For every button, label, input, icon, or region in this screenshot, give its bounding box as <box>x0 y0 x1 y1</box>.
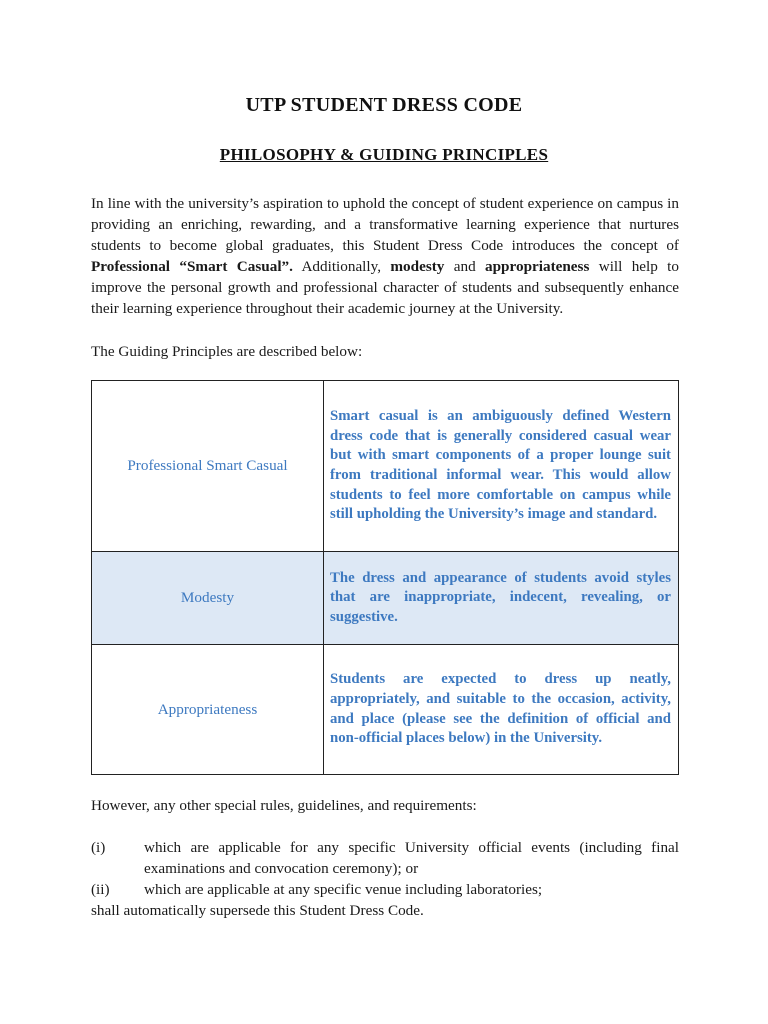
principle-description: The dress and appearance of students avoid styles that are inappropriate, indecent, revealing, or suggestive. <box>324 552 679 645</box>
table-row <box>92 645 679 775</box>
list-marker: (i) <box>91 839 106 856</box>
intro-text-3: and <box>444 258 486 275</box>
principles-table <box>91 380 679 775</box>
table-row <box>92 552 679 645</box>
principle-term: Modesty <box>92 552 324 645</box>
intro-paragraph <box>91 193 679 319</box>
list-item-text: which are applicable for any specific University official events (including final examinations and convocation ceremony); or <box>144 839 679 877</box>
section-heading: PHILOSOPHY & GUIDING PRINCIPLES <box>219 145 549 164</box>
principle-term: Professional Smart Casual <box>92 381 324 552</box>
intro-text-1: In line with the university’s aspiration to uphold the concept of student experience on campus in providing an enriching, rewarding, and a transformative learning experience that nurtures students to become global graduates, this Student Dress Code introduces the concept of <box>91 195 679 254</box>
list-item <box>91 837 679 879</box>
intro-bold-appropriateness: appropriateness <box>485 258 590 275</box>
intro-bold-smart-casual: Professional “Smart Casual”. <box>91 258 293 275</box>
intro-bold-modesty: modesty <box>390 258 445 275</box>
principle-term: Appropriateness <box>92 645 324 775</box>
list-marker: (ii) <box>91 881 110 898</box>
intro-text-4: will help to improve the personal growth and professional character of students and subsequently enhance their learning experience throughout their academic journey at the University. <box>91 258 679 317</box>
guiding-principles-intro: The Guiding Principles are described below: <box>91 343 363 360</box>
list-item <box>91 879 679 900</box>
document-title: UTP STUDENT DRESS CODE <box>245 94 523 116</box>
list-item-text: which are applicable at any specific venue including laboratories; <box>144 881 543 898</box>
intro-text-2: Additionally, <box>292 258 391 275</box>
however-paragraph: However, any other special rules, guidelines, and requirements: <box>91 797 477 814</box>
principle-description: Smart casual is an ambiguously defined Western dress code that is generally considered casual wear but with smart components of a proper lounge suit from traditional informal wear. This would allow students to feel more comfortable on campus while still upholding the University’s image and standard. <box>324 381 679 552</box>
closing-sentence: shall automatically supersede this Student Dress Code. <box>91 902 424 919</box>
principle-description: Students are expected to dress up neatly, appropriately, and suitable to the occasion, activity, and place (please see the definition of official and non-official places below) in the University. <box>324 645 679 775</box>
table-row <box>92 381 679 552</box>
rules-list <box>91 837 679 921</box>
